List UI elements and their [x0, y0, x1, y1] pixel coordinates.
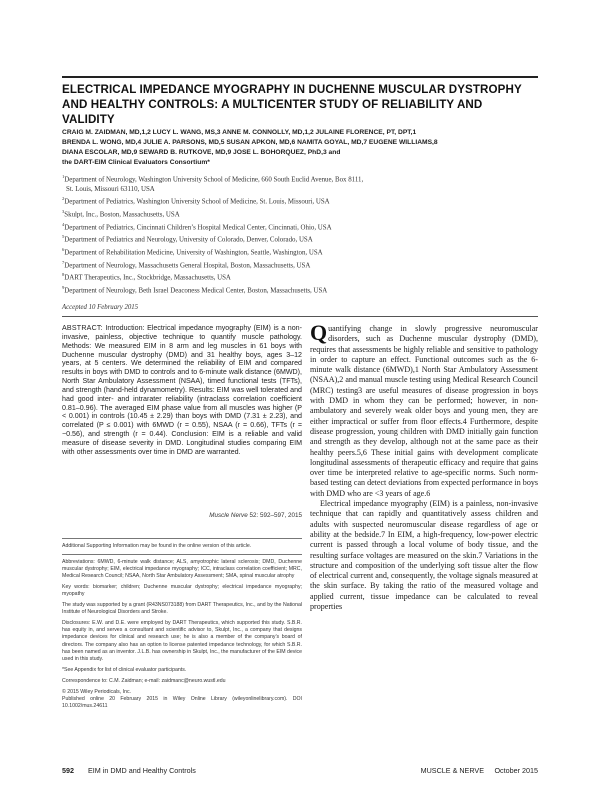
affiliation-item: St. Louis, Missouri 63110, USA [66, 185, 155, 193]
affiliation-item: $^6$Department of Rehabilitation Medicine, University of Washington, Seattle, Washington, USA [62, 246, 323, 257]
disclosures-note: Disclosures: E.W. and D.E. were employed by DART Therapeutics, which supported this study. S.B.R. has equity in, and serves a consultant and scientific advisor to, Skulpt, Inc., a company that designs impedance devices for clinical and research use; he is also a member of the company’s board of directors. The company also has an option to license patented impedance technology, for which S.B.R. has been named as an inventor. J.L.B. has ownership in Skulpt, Inc., the manufacturer of the EIM device used in this study. [62, 620, 302, 662]
abstract [62, 324, 302, 457]
affiliation-item: $^8$DART Therapeutics, Inc., Stockbridge, Massachusetts, USA [62, 272, 231, 282]
running-title: EIM in DMD and Healthy Controls [88, 766, 196, 775]
author-line: BRENDA L. WONG, MD,4 JULIE A. PARSONS, MD,5 SUSAN APKON, MD,6 NAMITA GOYAL, MD,7 EUGENE WILLIAMS,8 [62, 139, 438, 146]
accepted-date: Accepted 10 February 2015 [62, 304, 139, 311]
footnote-divider [62, 554, 302, 555]
supporting-info-note: Additional Supporting Information may be found in the online version of this article. [62, 543, 252, 549]
title-rule [62, 76, 538, 78]
keywords-note: Key words: biomarker; children; Duchenne muscular dystrophy; electrical impedance myography; myopathy [62, 584, 302, 598]
abbreviations-note: Abbreviations: 6MWD, 6-minute walk distance; ALS, amyotrophic lateral sclerosis; DMD, Duchenne muscular dystrophy; EIM, electrical impedance myography; ICC, intraclass correlation coefficient; MRC, Medical Research Council; NSAA, North Star Ambulatory Assessment; SMA, spinal muscular atrophy [62, 559, 302, 580]
correspondence-note: Correspondence to: C.M. Zaidman; e-mail: zaidmanc@neuro.wustl.edu [62, 677, 226, 684]
body-paragraph: Electrical impedance myography (EIM) is a painless, non-invasive technique that can rapidly and quantitatively assess children and adults with suspected neuromuscular disease regardless of age or ability at the bedside.7 In EIM, a high-frequency, low-power electric current is passed through a local volume of body tissue, and the resulting surface voltages are measured on the skin.7 Variations in the structure and composition of the underlying soft tissue alter the flow of electrical current and, consequently, the voltage signals measured at the skin surface. By taking the ratio of the measured voltage and applied current, tissue impedance can be calculated to reveal properties [310, 499, 538, 612]
article-title: ELECTRICAL IMPEDANCE MYOGRAPHY IN DUCHENNE MUSCULAR DYSTROPHY AND HEALTHY CONTROLS: A MULTICENTER STUDY OF RELIABILITY AND VALIDITY [62, 83, 522, 126]
affiliation-item: $^3$Skulpt, Inc., Boston, Massachusetts, USA [62, 208, 180, 219]
page-number: 592 [62, 766, 74, 775]
copyright-note: © 2015 Wiley Periodicals, Inc. [62, 688, 131, 695]
affiliation-item: $^7$Department of Neurology, Massachusetts General Hospital, Boston, Massachusetts, USA [62, 259, 311, 269]
citation-volume: 52: 592–597, 2015 [249, 512, 302, 519]
author-line: the DART-EIM Clinical Evaluators Consortium* [62, 159, 210, 166]
citation [62, 512, 302, 519]
section-divider [62, 316, 538, 317]
citation-journal: Muscle Nerve [209, 512, 248, 519]
affiliation-item: $^1$Department of Neurology, Washington University School of Medicine, 660 South Euclid Avenue, Box 8111, [62, 174, 364, 184]
footnotes [62, 535, 302, 714]
affiliation-item: $^5$Department of Pediatrics and Neurology, University of Colorado, Denver, Colorado, USA [62, 234, 313, 244]
footnote-divider [62, 538, 302, 539]
affiliation-item: $^4$Department of Pediatrics, Cincinnati Children’s Hospital Medical Center, Cincinnati, Ohio, USA [62, 221, 332, 231]
body-text [310, 320, 538, 612]
affiliation-item: $^9$Department of Neurology, Beth Israel Deaconess Medical Center, Boston, Massachusetts, USA [62, 285, 328, 295]
abstract-label: ABSTRACT: [62, 324, 103, 332]
journal-name: MUSCLE & NERVE [420, 766, 484, 775]
author-line: DIANA ESCOLAR, MD,9 SEWARD B. RUTKOVE, MD,9 JOSE L. BOHORQUEZ, PhD,3 and [62, 149, 341, 156]
drop-cap: Q [310, 320, 328, 345]
page-footer [62, 766, 538, 776]
body-paragraph: Quantifying change in slowly progressive neuromuscular disorders, such as Duchenne muscular dystrophy (DMD), requires that assessments be highly reliable and sensitive to pathology in order to capture an effect. Functional outcomes such as the 6-minute walk distance (6MWD),1 North Star Ambulatory Assessment (NSAA),2 and manual muscle testing using Medical Research Council (MRC) testing3 are useful measures of disease progression in boys with DMD in whom they can be performed; however, in non-ambulatory and severely weak older boys and young men, they are either impractical or suffer from floor effects.4 Furthermore, despite disease progression, young children with DMD initially gain function and strength as they develop, although not at the same pace as their healthy peers.5,6 These initial gains with development complicate longitudinal assessments of therapeutic efficacy and require that gains over time be interpreted relative to age-specific norms. Such norm-based testing can detect deviations from expected performance in boys with DMD who are <3 years of age.6 [310, 320, 538, 498]
published-note: Published online 20 February 2015 in Wiley Online Library (wileyonlinelibrary.com). DOI 10.1002/mus.24611 [62, 695, 302, 709]
funding-note: The study was supported by a grant (R43NS073188) from DART Therapeutics, Inc., and by the National Institute of Neurological Disorders and Stroke. [62, 602, 302, 616]
author-line: CRAIG M. ZAIDMAN, MD,1,2 LUCY L. WANG, MS,3 ANNE M. CONNOLLY, MD,1,2 JULAINE FLORENCE, PT, DPT,1 [62, 129, 417, 136]
abstract-text: Introduction: Electrical impedance myography (EIM) is a non-invasive, painless, objective technique to quantify muscle pathology. Methods: We measured EIM in 8 arm and leg muscles in 61 boys with Duchenne muscular dystrophy (DMD) and 31 healthy boys, ages 3–12 years, at 5 centers. We determined the reliability of EIM and compared results in boys with DMD to controls and to 6-minute walk distance (6MWD), North Star Ambulatory Assessment (NSAA), timed functional tests (TFTs), and strength (hand-held dynamometry). Results: EIM was well tolerated and had good inter- and intrarater reliability (intraclass correlation coefficient 0.81–0.96). The averaged EIM phase value from all muscles was higher (P < 0.001) in controls (10.45 ± 2.29) than boys with DMD (7.31 ± 2.23), and correlated (P ≤ 0.001) with 6MWD (r = 0.55), NSAA (r = 0.66), TFTs (r = −0.56), and strength (r = 0.44). Conclusion: EIM is a reliable and valid measure of disease severity in DMD. Longitudinal studies comparing EIM with other assessments over time in DMD are warranted. [62, 324, 302, 456]
appendix-note: *See Appendix for list of clinical evaluator participants. [62, 666, 187, 673]
issue-date: October 2015 [494, 766, 538, 775]
author-list [62, 128, 538, 168]
affiliation-item: $^2$Department of Pediatrics, Washington University School of Medicine, St. Louis, Missouri, USA [62, 196, 330, 206]
affiliation-list [62, 172, 538, 296]
